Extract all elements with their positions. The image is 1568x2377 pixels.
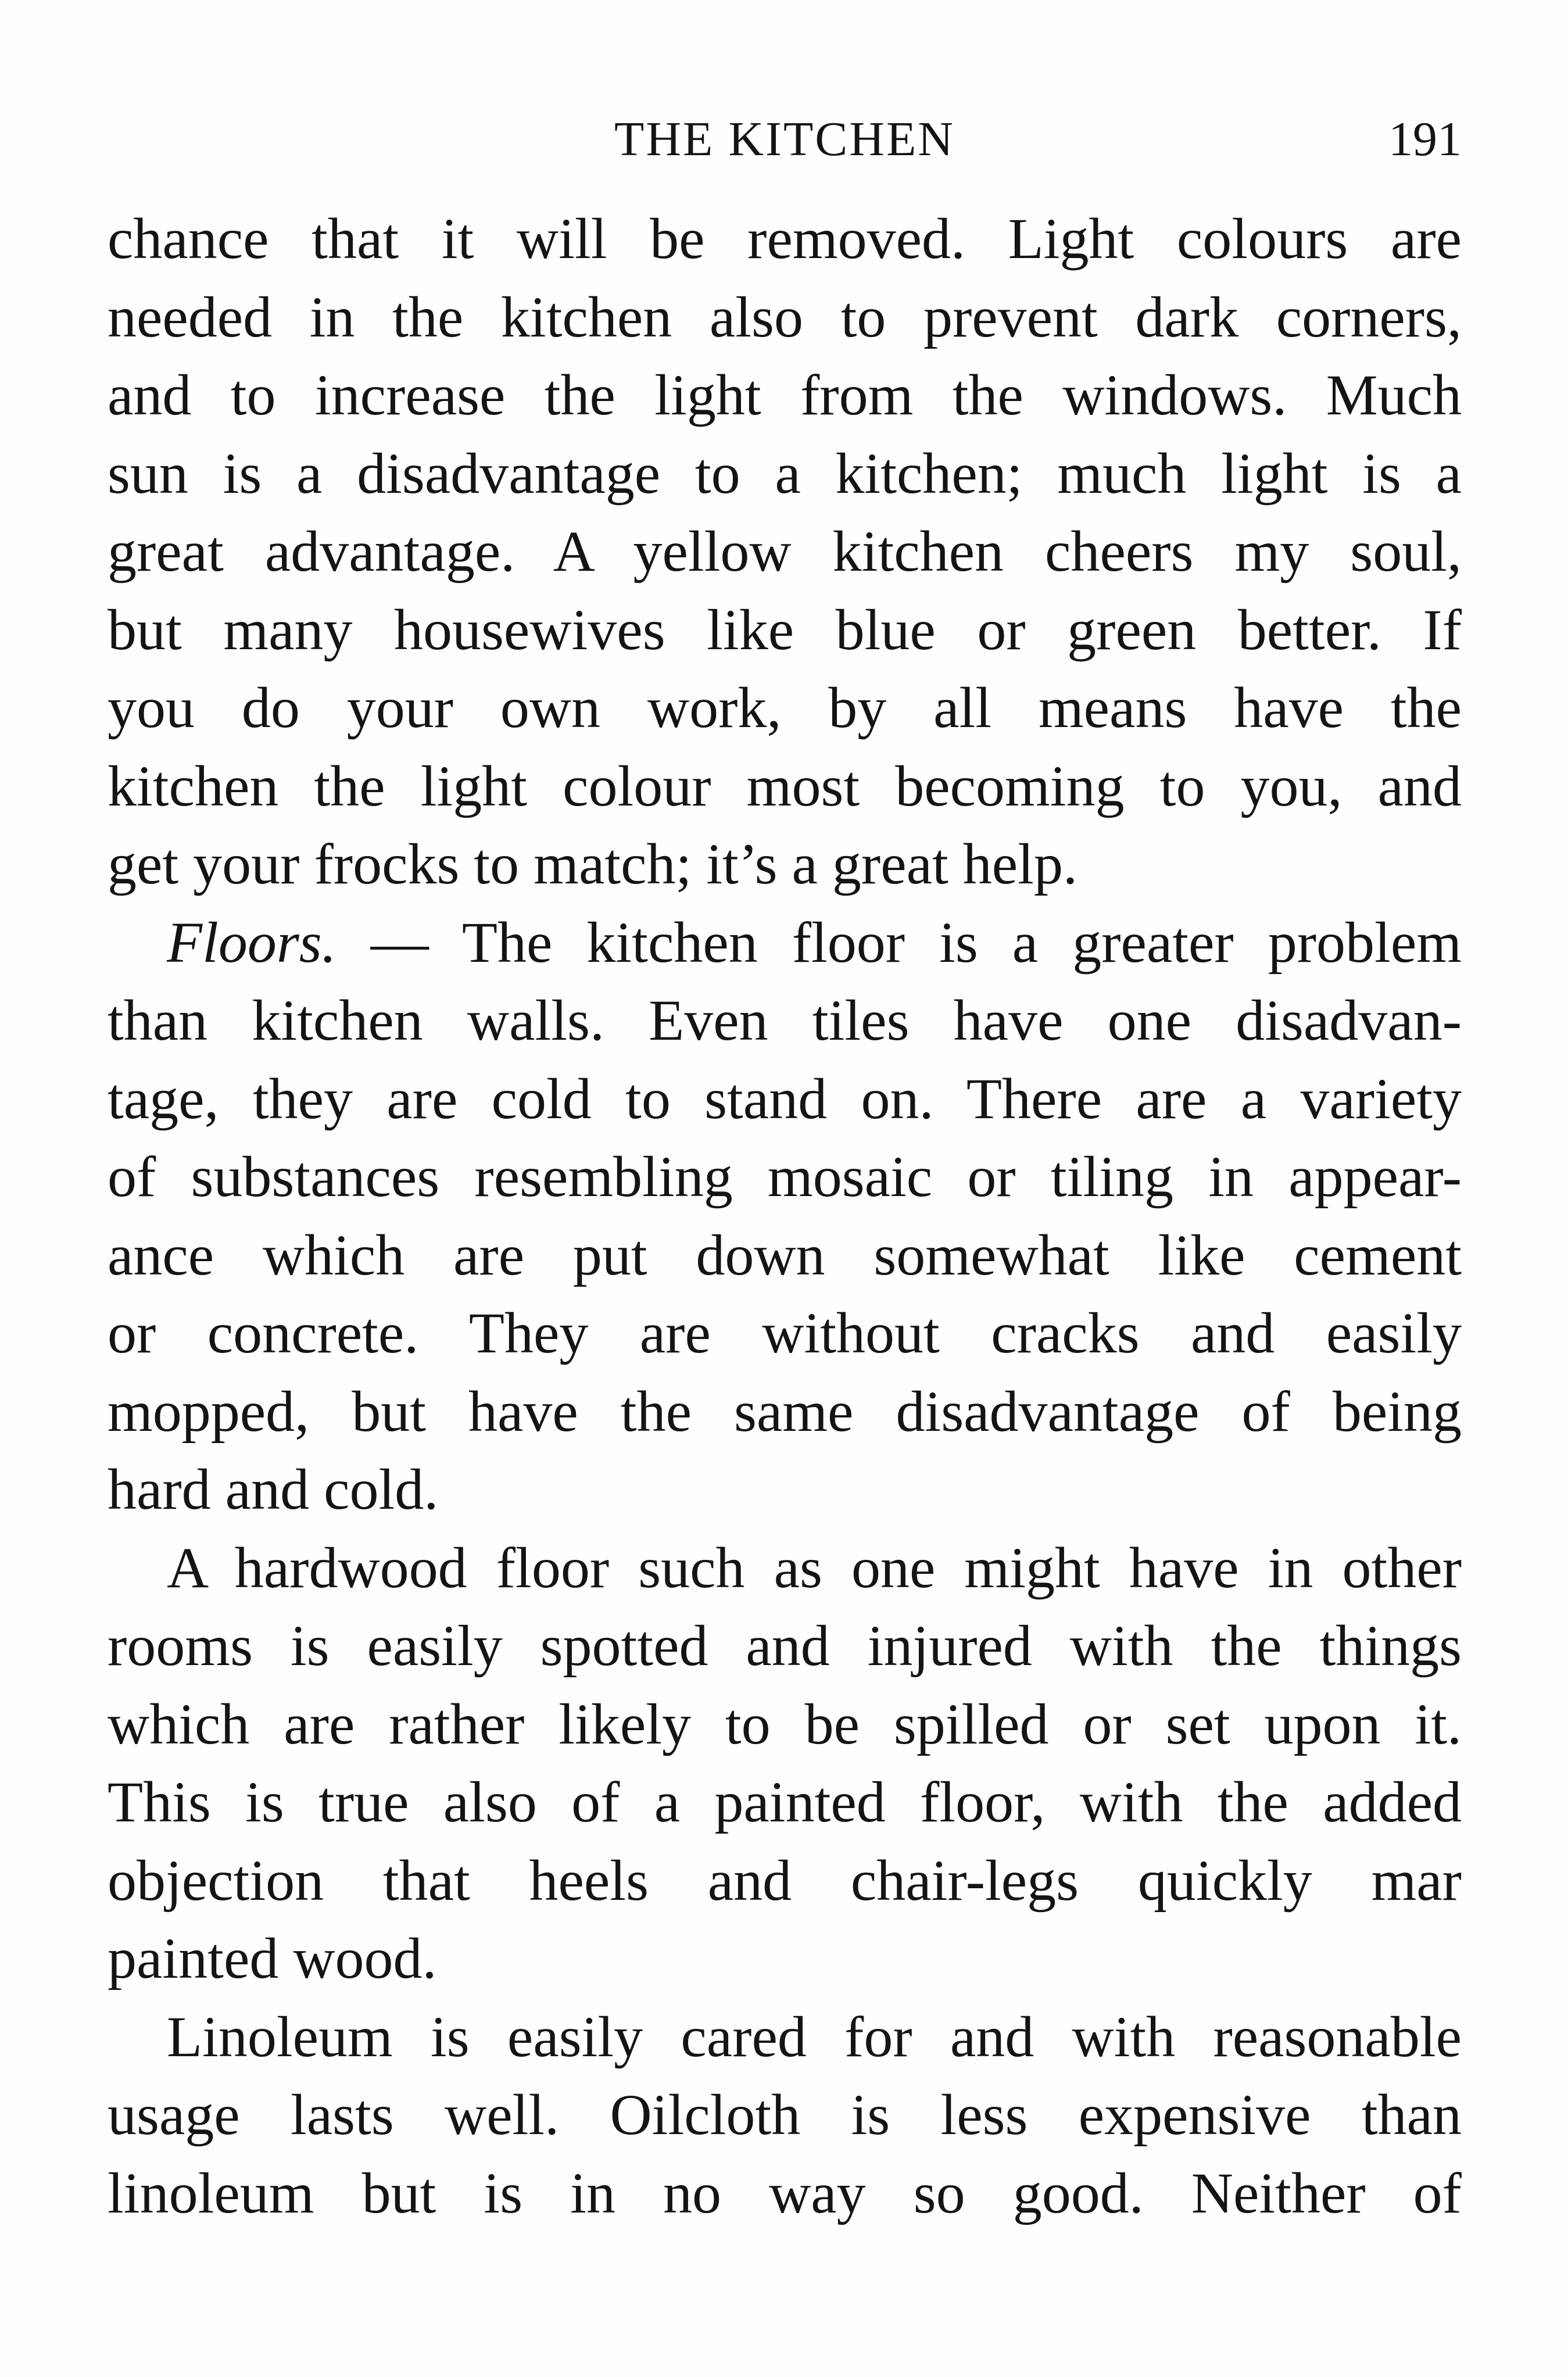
text-line: Linoleum is easily cared for and with reasonable	[167, 2004, 1462, 2069]
body-text	[108, 200, 1462, 2232]
text-line: you do your own work, by all means have the	[108, 675, 1462, 740]
text-line: get your frocks to match; it’s a great help.	[108, 832, 1077, 896]
running-title: THE KITCHEN	[614, 112, 955, 166]
text-line: great advantage. A yellow kitchen cheers my soul,	[108, 519, 1462, 583]
text-line: or concrete. They are without cracks and easily	[108, 1301, 1462, 1365]
text-line: This is true also of a painted floor, with the added	[108, 1770, 1462, 1834]
text-line: objection that heels and chair-legs quickly mar	[108, 1848, 1462, 1913]
text-line: chance that it will be removed. Light colours are	[108, 206, 1462, 271]
text-line: and to increase the light from the windows. Much	[108, 363, 1462, 427]
text-line: needed in the kitchen also to prevent dark corners,	[108, 284, 1462, 349]
text-line: of substances resembling mosaic or tiling in appear-	[108, 1144, 1462, 1209]
text-line: tage, they are cold to stand on. There are a variety	[108, 1066, 1462, 1131]
text-line: painted wood.	[108, 1926, 437, 1991]
text-line: ance which are put down somewhat like cement	[108, 1222, 1462, 1287]
text-line: linoleum but is in no way so good. Neither of	[108, 2160, 1462, 2225]
text-line: kitchen the light colour most becoming to you, and	[108, 753, 1462, 818]
text-line: sun is a disadvantage to a kitchen; much light is a	[108, 441, 1462, 506]
page-number: 191	[1388, 112, 1462, 166]
text-line: than kitchen walls. Even tiles have one disadvan-	[108, 988, 1462, 1053]
text-line: hard and cold.	[108, 1457, 439, 1522]
text-line: A hardwood floor such as one might have in other	[167, 1535, 1462, 1600]
text-line: rooms is easily spotted and injured with the things	[108, 1613, 1462, 1678]
text-fragment: — The kitchen floor is a greater problem	[336, 910, 1462, 975]
text-line: which are rather likely to be spilled or set upon it.	[108, 1691, 1462, 1756]
text-line: usage lasts well. Oilcloth is less expensive than	[108, 2082, 1462, 2147]
section-heading-floors: Floors.	[167, 910, 336, 975]
text-line: but many housewives like blue or green better. If	[108, 597, 1462, 662]
page-header	[108, 108, 1462, 171]
paragraph-floors-first-line	[108, 904, 1462, 982]
text-line: mopped, but have the same disadvantage of being	[108, 1379, 1462, 1444]
